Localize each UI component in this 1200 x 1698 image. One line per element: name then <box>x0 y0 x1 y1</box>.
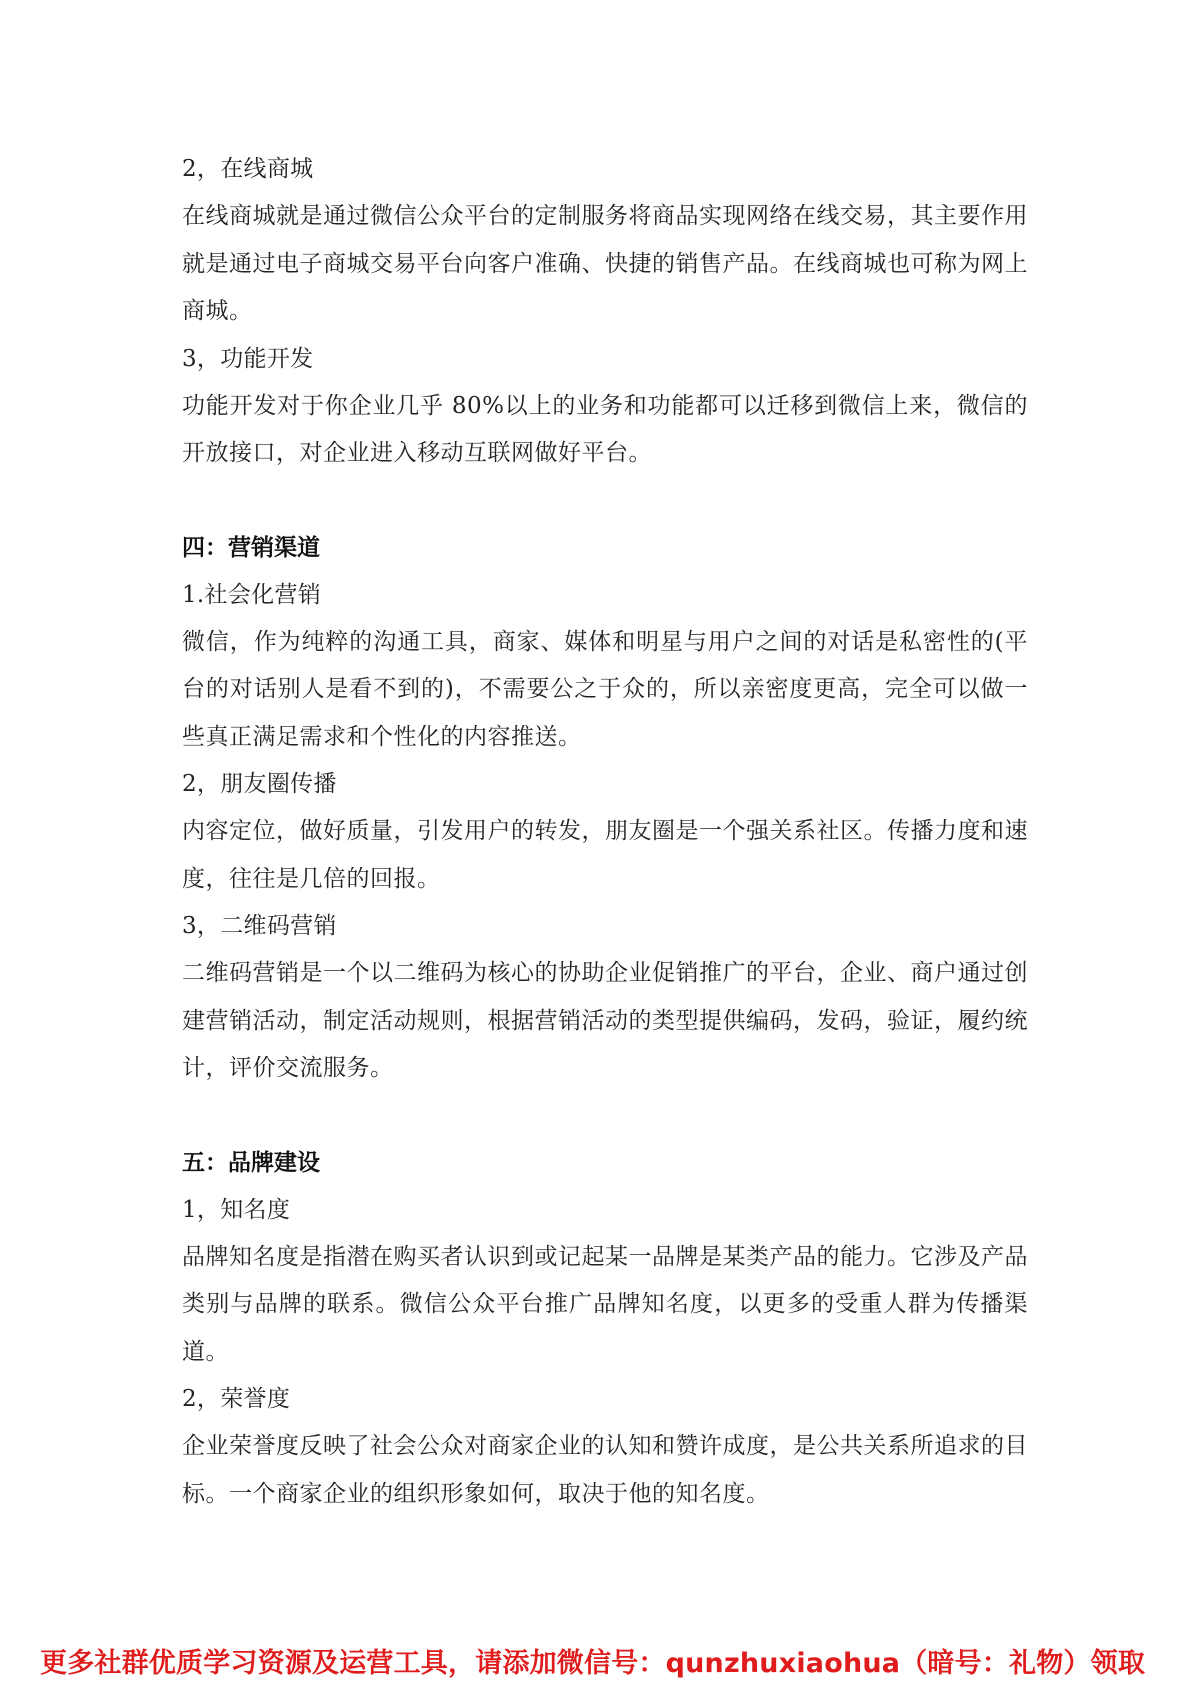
section-heading-brand-building: 五：品牌建设 <box>182 1149 320 1176</box>
document-page <box>182 146 1028 1518</box>
subsection-title-reputation: 2，荣誉度 <box>182 1386 291 1412</box>
paragraph-awareness: 品牌知名度是指潜在购买者认识到或记起某一品牌是某类产品的能力。它涉及产品类别与品牌的联系。微信公众平台推广品牌知名度，以更多的受重人群为传播渠道。 <box>182 1243 1028 1365</box>
section-heading-marketing-channels: 四：营销渠道 <box>182 534 320 561</box>
subsection-title-qr-marketing: 3，二维码营销 <box>182 913 337 939</box>
paragraph-moments: 内容定位，做好质量，引发用户的转发，朋友圈是一个强关系社区。传播力度和速度，往往是几倍的回报。 <box>182 818 1028 892</box>
subsection-title-feature-dev: 3，功能开发 <box>182 345 314 372</box>
paragraph-feature-dev: 功能开发对于你企业几乎 80%以上的业务和功能都可以迁移到微信上来，微信的开放接口，对企业进入移动互联网做好平台。 <box>182 392 1028 466</box>
paragraph-online-mall: 在线商城就是通过微信公众平台的定制服务将商品实现网络在线交易，其主要作用就是通过电子商城交易平台向客户准确、快捷的销售产品。在线商城也可称为网上商城。 <box>182 203 1028 324</box>
paragraph-reputation: 企业荣誉度反映了社会公众对商家企业的认知和赞许成度，是公共关系所追求的目标。一个商家企业的组织形象如何，取决于他的知名度。 <box>182 1433 1028 1507</box>
subsection-title-moments: 2，朋友圈传播 <box>182 771 337 797</box>
subsection-title-online-mall: 2，在线商城 <box>182 156 314 182</box>
section-spacer <box>182 1093 1028 1140</box>
promo-footer-banner: 更多社群优质学习资源及运营工具，请添加微信号：qunzhuxiaohua（暗号：礼物）领取 <box>40 1648 1146 1679</box>
subsection-title-social-marketing: 1.社会化营销 <box>182 581 322 608</box>
paragraph-qr-marketing: 二维码营销是一个以二维码为核心的协助企业促销推广的平台，企业、商户通过创建营销活动，制定活动规则，根据营销活动的类型提供编码，发码，验证，履约统计，评价交流服务。 <box>182 960 1028 1081</box>
paragraph-social-marketing: 微信，作为纯粹的沟通工具，商家、媒体和明星与用户之间的对话是私密性的(平台的对话别人是看不到的)，不需要公之于众的，所以亲密度更高，完全可以做一些真正满足需求和个性化的内容推送。 <box>182 628 1028 750</box>
subsection-title-awareness: 1，知名度 <box>182 1196 291 1223</box>
section-spacer <box>182 478 1028 525</box>
